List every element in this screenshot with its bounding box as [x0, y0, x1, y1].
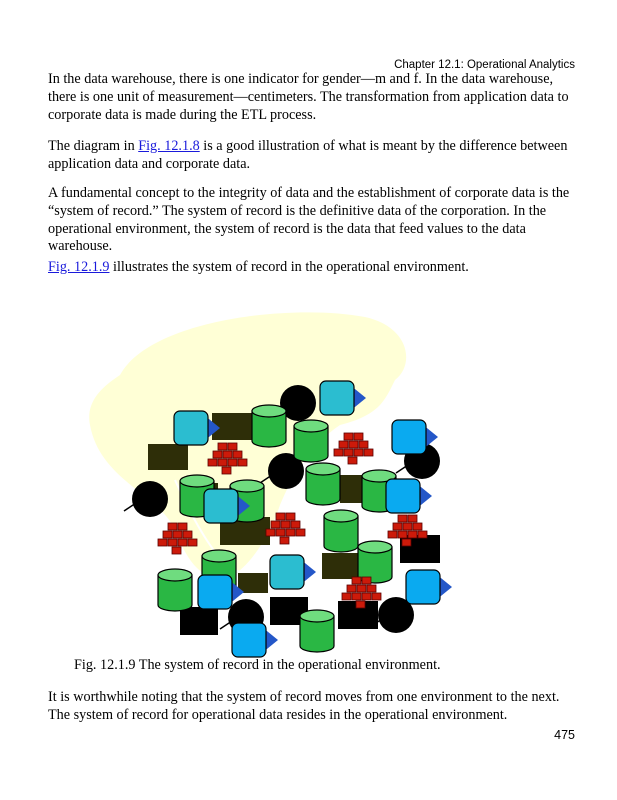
- paragraph-2-tail: is a good illustration of what is meant by the difference between application data and corporate data.: [48, 138, 568, 172]
- fig-12-1-9-link[interactable]: Fig. 12.1.9: [48, 259, 110, 275]
- system-of-record-figure: [80, 305, 480, 660]
- paragraph-5: It is worthwhile noting that the system of record moves from one environment to the next. The system of record for operational data resides in the operational environment.: [48, 689, 560, 723]
- paragraph-4: [48, 259, 583, 277]
- paragraph-1: In the data warehouse, there is one indicator for gender—m and f. In the data warehouse, there is one unit of measurement—centimeters. The transformation from application data to corporate data is made during the ETL process.: [48, 71, 569, 123]
- paragraph-3: A fundamental concept to the integrity of data and the establishment of corporate data is the “system of record.” The system of record is the definitive data of the corporation. In the operational environment, the system of record is the data that feed values to the data warehouse.: [48, 185, 570, 255]
- running-head: Chapter 12.1: Operational Analytics: [394, 59, 575, 71]
- paragraph-2: [48, 138, 583, 174]
- fig-12-1-8-link[interactable]: Fig. 12.1.8: [138, 138, 200, 154]
- figure-caption: Fig. 12.1.9 The system of record in the operational environment.: [74, 657, 441, 673]
- page-number: 475: [554, 728, 575, 742]
- paragraph-2-lead: The diagram in: [48, 138, 139, 154]
- paragraph-4-tail: illustrates the system of record in the operational environment.: [109, 259, 469, 275]
